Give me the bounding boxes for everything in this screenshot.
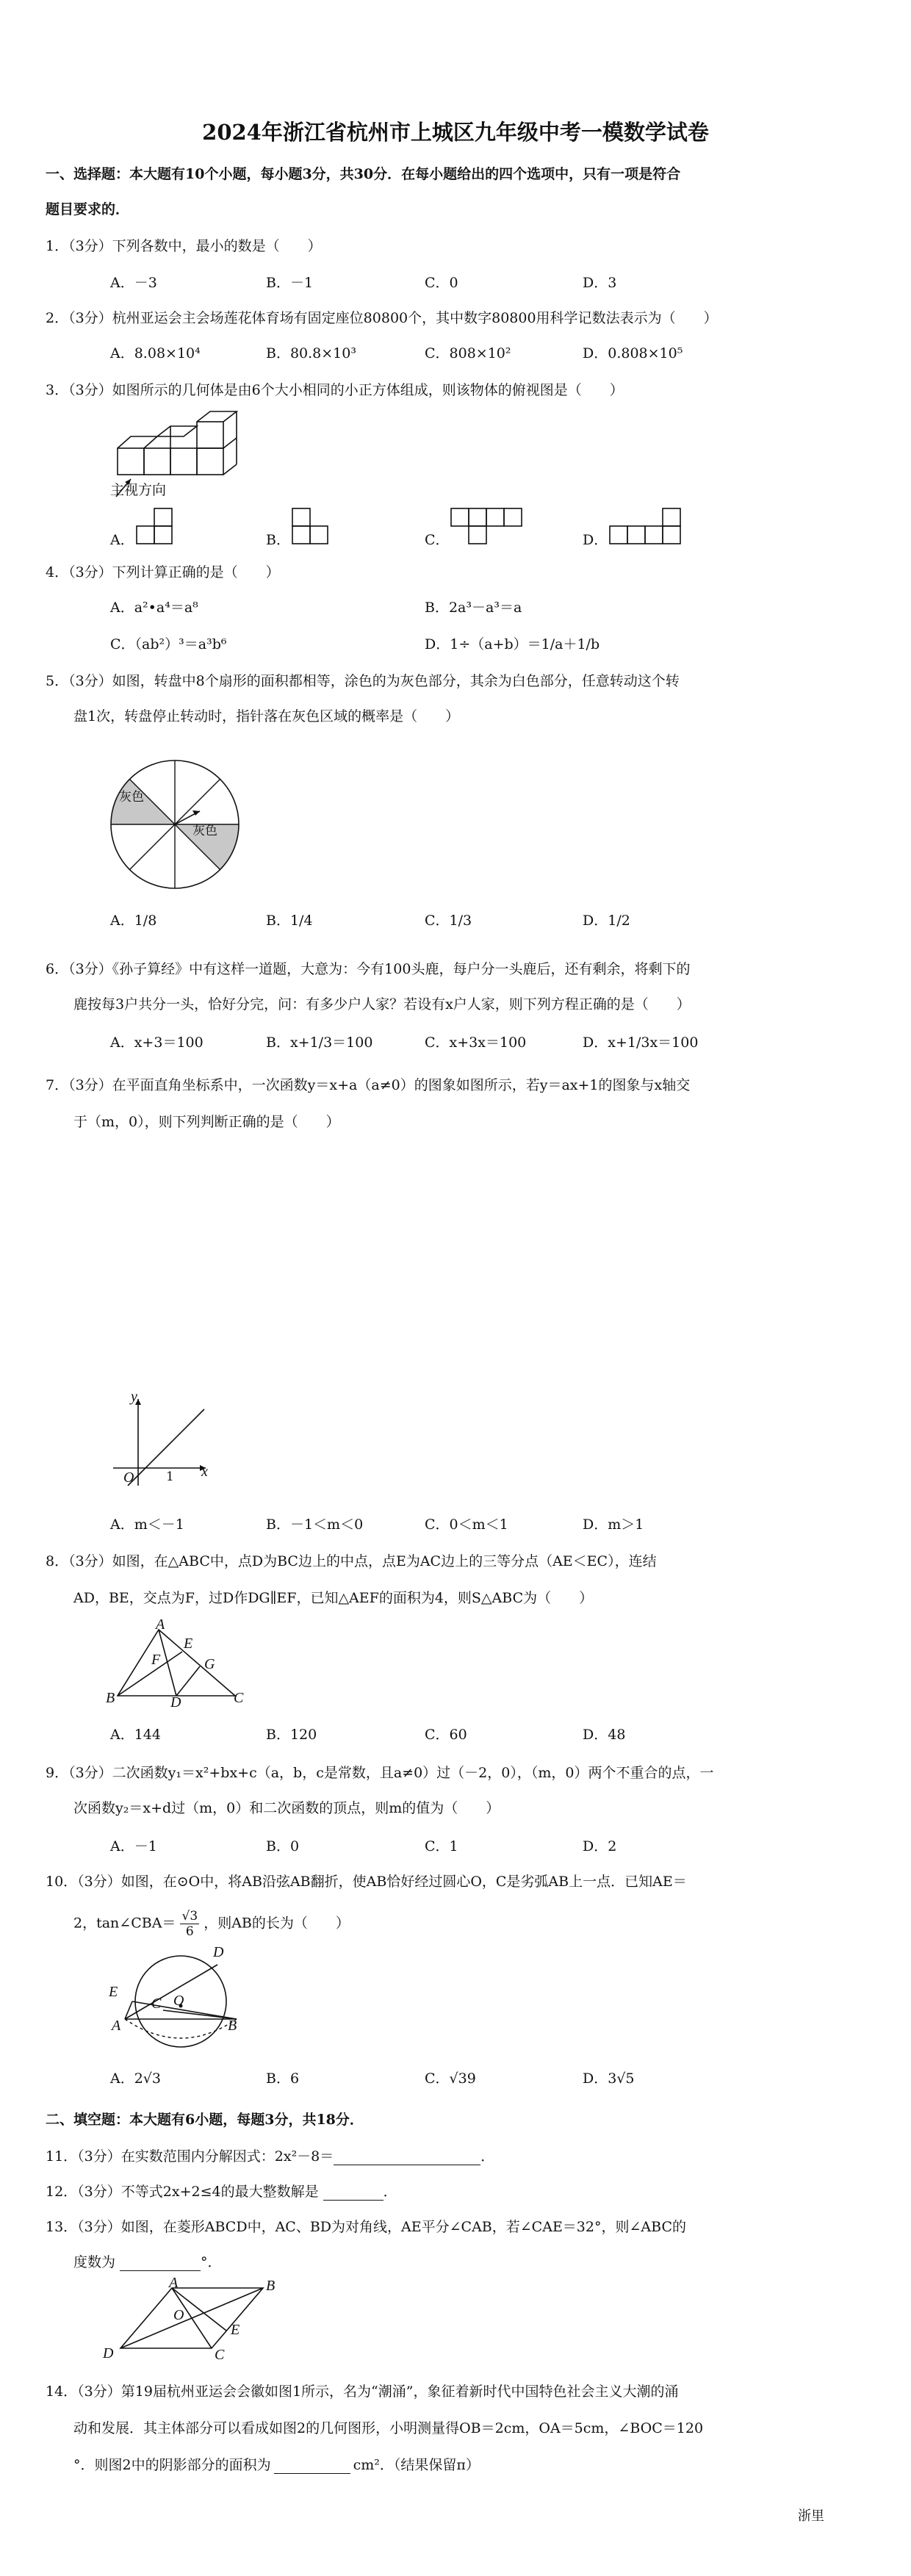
- q13-answer-blank[interactable]: [120, 2254, 201, 2271]
- q4-option-a[interactable]: A．a²•a⁴＝a⁸: [110, 600, 198, 616]
- q3-option-d[interactable]: D．: [583, 532, 608, 548]
- question-6: 6．（3分）《孙子算经》中有这样一道题，大意为：今有100头鹿，每户分一头鹿后，还有剩余，将剩下的: [46, 961, 691, 977]
- q7-option-b[interactable]: B．－1＜m＜0: [266, 1517, 364, 1533]
- question-5: 5．（3分）如图，转盘中8个扇形的面积都相等，涂色的为灰色部分，其余为白色部分，任意转动这个转: [46, 673, 680, 689]
- q11-text: 11．（3分）在实数范围内分解因式：2x²－8＝: [46, 2148, 334, 2165]
- q10-option-c[interactable]: C．√39: [425, 2070, 476, 2087]
- q9-option-d[interactable]: D．2: [583, 1838, 617, 1854]
- q9-option-c[interactable]: C．1: [425, 1838, 458, 1854]
- q3-option-b[interactable]: B．: [266, 532, 290, 548]
- q10-point-o: O: [173, 1993, 184, 2009]
- q10-point-a: A: [112, 2018, 121, 2034]
- q3-option-a-figure: [137, 506, 181, 550]
- q10-point-e: E: [109, 1984, 118, 2000]
- q3-option-d-figure: [610, 506, 691, 550]
- q6-option-a[interactable]: A．x+3＝100: [110, 1035, 204, 1051]
- q3-view-direction-label: 主视方向: [110, 482, 167, 498]
- q8-option-b[interactable]: B．120: [266, 1727, 317, 1743]
- q6-option-b[interactable]: B．x+1/3＝100: [266, 1035, 373, 1051]
- q13-end: °．: [201, 2254, 222, 2270]
- section-heading: 一、选择题：本大题有10个小题，每小题3分，共30分．在每小题给出的四个选项中，只有一项是符合: [46, 166, 681, 182]
- page-title: 2024年浙江省杭州市上城区九年级中考一模数学试卷: [202, 120, 709, 145]
- q2-option-d[interactable]: D．0.808×10⁵: [583, 345, 683, 361]
- question-7-cont: 于（m，0），则下列判断正确的是（ ）: [73, 1114, 340, 1130]
- question-6-cont: 鹿按每3户共分一头，恰好分完，问：有多少户人家？若设有x户人家，则下列方程正确的是（ ）: [73, 996, 691, 1012]
- q3-option-c[interactable]: C．: [425, 532, 450, 548]
- question-5-cont: 盘1次，转盘停止转动时，指针落在灰色区域的概率是（ ）: [73, 708, 460, 724]
- q4-option-b[interactable]: B．2a³－a³＝a: [425, 600, 522, 616]
- q5-option-d[interactable]: D．1/2: [583, 913, 630, 929]
- q1-option-a[interactable]: A．－3: [110, 275, 157, 291]
- q11-answer-blank[interactable]: [334, 2148, 480, 2165]
- q4-option-d[interactable]: D．1÷（a+b）＝1/a＋1/b: [425, 636, 600, 652]
- q10-point-c: C: [151, 1996, 162, 2012]
- q10-tan-denominator: 6: [185, 1924, 194, 1939]
- question-10: 10．（3分）如图，在⊙O中，将AB沿弦AB翻折，使AB恰好经过圆心O，C是劣弧AB上一点．已知AE＝: [46, 1874, 687, 1890]
- q12-answer-blank[interactable]: [323, 2184, 384, 2201]
- question-14: 14．（3分）第19届杭州亚运会会徽如图1所示，名为“潮涌”，象征着新时代中国特色社会主义大潮的涌: [46, 2383, 679, 2400]
- q5-gray-label-2: 灰色: [192, 824, 217, 838]
- q7-axis-y-label: y: [131, 1389, 137, 1405]
- question-11: [46, 2145, 494, 2165]
- q7-tick-label: 1: [166, 1469, 174, 1484]
- q8-triangle-figure: [110, 1624, 250, 1705]
- q5-spinner-figure: [107, 757, 242, 892]
- q8-point-b: B: [106, 1690, 115, 1706]
- question-3: 3．（3分）如图所示的几何体是由6个大小相同的小正方体组成，则该物体的俯视图是（ ）: [46, 382, 624, 398]
- q10-tan-numerator: √3: [181, 1909, 198, 1924]
- q1-option-b[interactable]: B．－1: [266, 275, 314, 291]
- q13-point-o: O: [173, 2307, 184, 2323]
- q10-line2-start: 2，tan∠CBA＝: [73, 1915, 176, 1932]
- q13-rhombus-figure: [109, 2278, 278, 2359]
- q10-option-a[interactable]: A．2√3: [110, 2070, 162, 2087]
- q2-option-c[interactable]: C．808×10²: [425, 345, 511, 361]
- question-12: [46, 2181, 397, 2201]
- q10-option-d[interactable]: D．3√5: [583, 2070, 635, 2087]
- q14-line3-end: cm²．（结果保留π）: [353, 2457, 480, 2473]
- q5-option-b[interactable]: B．1/4: [266, 913, 313, 929]
- q10-point-d: D: [213, 1944, 224, 1960]
- q7-option-a[interactable]: A．m＜－1: [110, 1517, 184, 1533]
- q8-point-d: D: [170, 1694, 181, 1710]
- q3-option-c-figure: [451, 506, 532, 550]
- q10-line2-end: ，则AB的长为（ ）: [204, 1915, 350, 1932]
- section-heading-cont: 题目要求的．: [46, 201, 130, 217]
- question-1: 1．（3分）下列各数中，最小的数是（ ）: [46, 238, 322, 254]
- question-8: 8．（3分）如图，在△ABC中，点D为BC边上的中点，点E为AC边上的三等分点（AE＜EC），连结: [46, 1553, 657, 1569]
- q8-point-e: E: [184, 1636, 193, 1652]
- q5-option-c[interactable]: C．1/3: [425, 913, 472, 929]
- q1-option-c[interactable]: C．0: [425, 275, 458, 291]
- q11-end: ．: [480, 2148, 495, 2165]
- q12-text: 12．（3分）不等式2x+2≤4的最大整数解是: [46, 2184, 319, 2200]
- q7-option-c[interactable]: C．0＜m＜1: [425, 1517, 508, 1533]
- question-2: 2．（3分）杭州亚运会主会场莲花体育场有固定座位80800个，其中数字80800用科学记数法表示为（ ）: [46, 310, 718, 326]
- q5-gray-label-1: 灰色: [119, 790, 144, 805]
- question-9-cont: 次函数y₂＝x+d过（m，0）和二次函数的顶点，则m的值为（ ）: [73, 1800, 500, 1816]
- q6-option-d[interactable]: D．x+1/3x＝100: [583, 1035, 699, 1051]
- question-14-cont: 动和发展．其主体部分可以看成如图2的几何图形，小明测量得OB＝2cm，OA＝5cm，∠BOC＝120: [73, 2420, 704, 2436]
- q10-option-b[interactable]: B．6: [266, 2070, 300, 2087]
- question-8-cont: AD，BE，交点为F，过D作DG∥EF，已知△AEF的面积为4，则S△ABC为（ ）: [73, 1590, 594, 1606]
- q8-option-a[interactable]: A．144: [110, 1727, 161, 1743]
- q1-option-d[interactable]: D．3: [583, 275, 617, 291]
- q10-point-b: B: [228, 2018, 237, 2034]
- q13-point-a: A: [169, 2275, 179, 2291]
- q7-axis-x-label: x: [201, 1464, 208, 1480]
- q3-option-a[interactable]: A．: [110, 532, 134, 548]
- q9-option-a[interactable]: A．－1: [110, 1838, 157, 1854]
- q4-option-c[interactable]: C．（ab²）³＝a³b⁶: [110, 636, 227, 652]
- q2-option-b[interactable]: B．80.8×10³: [266, 345, 356, 361]
- q8-option-d[interactable]: D．48: [583, 1727, 626, 1743]
- page-footer-label: 浙里: [798, 2508, 824, 2524]
- q13-point-d: D: [103, 2345, 114, 2361]
- question-9: 9．（3分）二次函数y₁＝x²+bx+c（a，b，c是常数，且a≠0）过（－2，0），（m，0）两个不重合的点，一: [46, 1765, 714, 1781]
- question-13: 13．（3分）如图，在菱形ABCD中，AC、BD为对角线，AE平分∠CAB，若∠CAE＝32°，则∠ABC的: [46, 2219, 686, 2235]
- q8-point-a: A: [156, 1616, 165, 1633]
- q14-answer-blank[interactable]: [274, 2457, 350, 2474]
- question-4: 4．（3分）下列计算正确的是（ ）: [46, 564, 280, 580]
- q8-point-c: C: [234, 1690, 244, 1706]
- q6-option-c[interactable]: C．x+3x＝100: [425, 1035, 527, 1051]
- question-10-cont: [73, 1909, 350, 1939]
- q8-point-f: F: [151, 1652, 161, 1668]
- q3-option-b-figure: [292, 506, 336, 550]
- q5-option-a[interactable]: A．1/8: [110, 913, 157, 929]
- section-2-heading: 二、填空题：本大题有6小题，每题3分，共18分．: [46, 2112, 364, 2128]
- q14-line3-start: °．则图2中的阴影部分的面积为: [73, 2457, 271, 2473]
- q7-origin-label: O: [123, 1469, 134, 1486]
- question-7: 7．（3分）在平面直角坐标系中，一次函数y＝x+a（a≠0）的图象如图所示，若y＝ax+1的图象与x轴交: [46, 1077, 691, 1093]
- q2-option-a[interactable]: A．8.08×10⁴: [110, 345, 201, 361]
- q13-point-b: B: [266, 2278, 276, 2294]
- q13-point-c: C: [215, 2347, 225, 2363]
- q8-point-g: G: [204, 1656, 215, 1672]
- q8-option-c[interactable]: C．60: [425, 1727, 467, 1743]
- question-14-cont-2: [73, 2454, 480, 2474]
- q7-option-d[interactable]: D．m＞1: [583, 1517, 644, 1533]
- q13-line2: 度数为: [73, 2254, 116, 2270]
- q9-option-b[interactable]: B．0: [266, 1838, 300, 1854]
- q10-tan-fraction: [180, 1909, 199, 1939]
- q12-end: ．: [383, 2184, 397, 2200]
- question-13-cont: [73, 2251, 222, 2271]
- q13-point-e: E: [231, 2322, 240, 2338]
